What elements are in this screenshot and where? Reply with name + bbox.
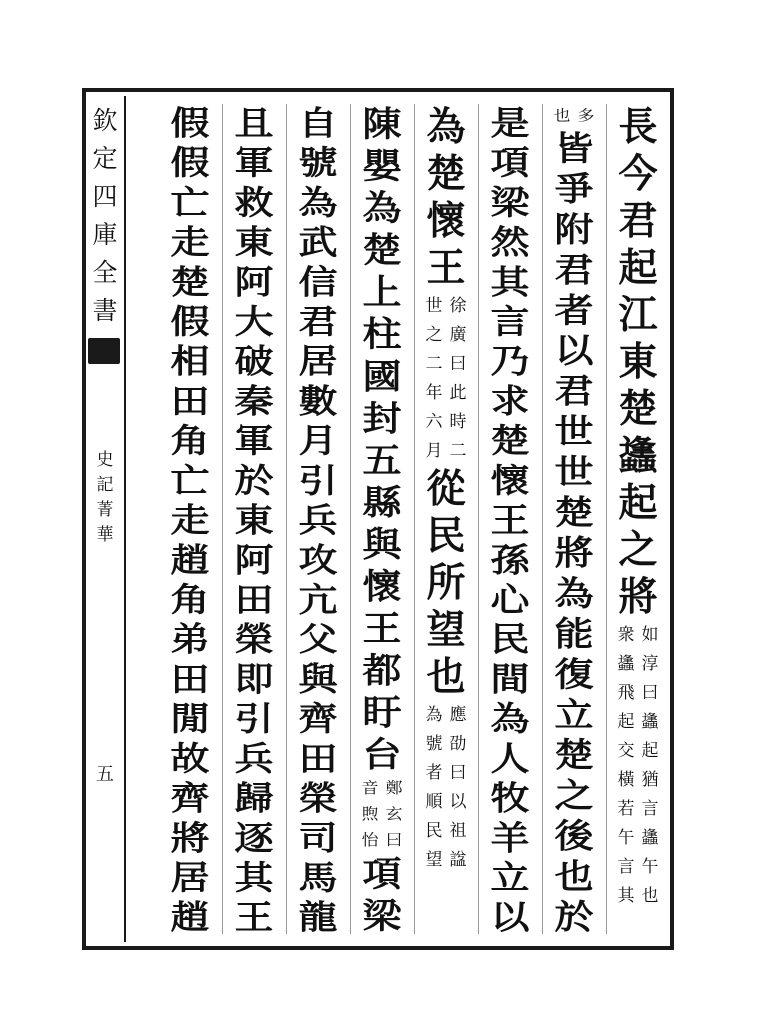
main-char: 牧 [490,779,530,819]
main-char: 民 [490,620,530,660]
main-char: 君 [554,371,594,412]
main-char: 縣 [362,482,402,524]
main-char: 世 [554,452,594,493]
main-char: 羊 [490,818,530,858]
annotation-char: 言 [617,857,635,877]
text-column [484,104,536,938]
main-char: 起 [618,480,658,526]
main-char: 楚 [554,493,594,533]
main-char: 父 [298,620,338,660]
main-char: 軍 [234,421,274,461]
main-char: 救 [234,183,274,223]
annotation [423,292,469,466]
main-char: 兵 [298,501,338,541]
main-char: 楚 [426,151,466,197]
annotation-char: 午 [617,828,635,848]
main-char: 田 [298,739,338,779]
annotation-char: 順 [425,792,443,812]
main-char: 齊 [170,779,210,819]
main-char: 今 [618,151,658,197]
annotation-char: 曰 [641,683,659,703]
main-char: 間 [490,660,530,699]
main-char: 東 [618,339,658,385]
column-rule [286,104,287,934]
section-title-char: 史 [96,450,114,470]
annotation-char: 音 [361,779,379,798]
main-char: 弟 [170,620,210,660]
annotation-char: 二 [425,354,443,374]
main-char: 阿 [234,540,274,580]
annotation-char: 曰 [449,354,467,374]
main-char: 蠭 [618,433,658,479]
main-char: 走 [170,501,210,541]
annotation-char: 祖 [449,821,467,841]
main-char: 司 [298,818,338,858]
main-char: 梁 [490,183,530,223]
annotation-char: 曰 [385,831,403,850]
main-char: 民 [426,513,466,559]
main-char: 言 [490,302,530,342]
annotation-char: 飛 [617,683,635,703]
annotation-char: 諡 [449,850,467,870]
main-char: 也 [426,654,466,700]
main-char: 楚 [170,262,210,302]
main-char: 江 [618,292,658,338]
main-char: 故 [170,739,210,779]
main-char: 人 [490,739,530,779]
main-char: 相 [170,342,210,382]
main-char: 所 [426,560,466,606]
annotation-char: 橫 [617,770,635,790]
main-char: 能 [554,614,594,654]
book-title-char: 全 [92,258,118,287]
main-char: 項 [362,853,402,896]
annotation-char: 者 [425,763,443,783]
main-char: 於 [554,897,594,938]
main-char: 亡 [170,461,210,501]
annotation-char: 蠭 [617,654,635,674]
annotation-char: 多 [577,107,595,125]
main-char: 孫 [490,540,530,580]
annotation-char: 二 [449,441,467,461]
main-char: 長 [618,104,658,150]
main-char: 之 [554,776,594,816]
section-title-char: 菁 [96,500,114,520]
annotation-char: 淳 [641,654,659,674]
annotation-char: 玄 [385,805,403,824]
main-char: 攻 [298,540,338,580]
main-char: 東 [234,501,274,541]
annotation-char: 以 [449,792,467,812]
main-char: 田 [170,660,210,699]
main-char: 後 [554,816,594,857]
main-char: 也 [554,857,594,897]
main-char: 王 [234,898,274,938]
book-title-char: 庫 [92,220,118,249]
fishtail-mark [88,338,120,364]
annotation-char: 廣 [449,325,467,345]
column-rule [350,104,351,934]
main-char: 懷 [362,566,402,608]
main-char: 與 [298,660,338,699]
annotation-line [359,776,381,854]
main-char: 是 [490,104,530,143]
annotation-line [575,104,597,129]
main-char: 數 [298,382,338,421]
main-char: 復 [554,654,594,695]
main-char: 然 [490,223,530,263]
main-char: 其 [490,262,530,302]
main-char: 將 [170,818,210,858]
main-char: 兵 [234,739,274,779]
main-char: 信 [298,262,338,302]
annotation-line [423,292,445,466]
main-char: 號 [298,143,338,183]
annotation-char: 蠭 [641,712,659,732]
annotation-line [639,621,661,911]
annotation-char: 蠭 [641,828,659,848]
main-char: 亢 [298,580,338,620]
text-column [228,104,280,938]
annotation-char: 時 [449,412,467,432]
annotation-char: 怡 [361,831,379,850]
main-char: 上 [362,272,402,314]
main-char: 破 [234,342,274,382]
annotation-char: 六 [425,412,443,432]
main-char: 五 [362,440,402,482]
main-char: 引 [298,461,338,501]
main-char: 秦 [234,382,274,421]
main-char: 武 [298,223,338,263]
main-char: 歸 [234,779,274,819]
annotation-line [551,104,573,129]
annotation-char: 午 [641,857,659,877]
annotation [615,621,661,911]
main-char: 為 [362,188,402,230]
annotation-char: 起 [617,712,635,732]
annotation-char: 煦 [361,805,379,824]
main-char: 楚 [554,735,594,776]
annotation-char: 鄭 [385,779,403,798]
annotation-line [423,701,445,875]
main-char: 君 [554,250,594,290]
main-char: 假 [170,143,210,183]
annotation [359,776,405,854]
main-char: 王 [490,501,530,541]
main-char: 將 [618,574,658,620]
annotation-char: 月 [425,441,443,461]
main-char: 大 [234,302,274,342]
book-title-char: 書 [92,296,118,325]
annotation-char: 劭 [449,734,467,754]
annotation-char: 曰 [449,763,467,783]
annotation-char: 若 [617,799,635,819]
main-char: 以 [490,898,530,938]
main-char: 馬 [298,858,338,898]
text-column [164,104,216,938]
main-char: 且 [234,104,274,143]
main-char: 都 [362,650,402,692]
main-char: 居 [170,858,210,898]
main-char: 即 [234,660,274,699]
annotation [551,104,597,129]
annotation-char: 世 [425,296,443,316]
main-char: 田 [170,382,210,421]
annotation-line [615,621,637,911]
main-char: 軍 [234,143,274,183]
main-char: 將 [554,533,594,574]
column-rule [606,104,607,934]
main-char: 齊 [298,699,338,739]
main-char: 走 [170,223,210,263]
annotation-char: 交 [617,741,635,761]
section-title-char: 華 [96,525,114,545]
main-char: 角 [170,421,210,461]
main-char: 阿 [234,262,274,302]
main-char: 立 [554,695,594,735]
annotation-char: 為 [425,705,443,725]
book-title-char: 四 [92,182,118,211]
book-title-char: 定 [92,144,118,173]
main-char: 從 [426,466,466,512]
annotation-char: 號 [425,734,443,754]
main-char: 亡 [170,183,210,223]
main-char: 榮 [234,620,274,660]
main-char: 附 [554,209,594,250]
main-char: 楚 [618,386,658,432]
text-column [420,104,472,875]
main-char: 王 [362,608,402,650]
main-char: 乃 [490,342,530,382]
annotation-char: 衆 [617,625,635,645]
main-char: 為 [490,699,530,739]
annotation-line [447,701,469,875]
annotation-char: 徐 [449,296,467,316]
column-rule [542,104,543,934]
annotation-char: 言 [641,799,659,819]
annotation-char: 也 [641,886,659,906]
main-char: 台 [362,734,402,776]
annotation-char: 也 [553,107,571,125]
main-char: 趙 [170,898,210,938]
main-char: 楚 [490,421,530,461]
annotation [423,701,469,875]
main-char: 者 [554,290,594,331]
main-char: 引 [234,699,274,739]
main-char: 君 [618,198,658,244]
annotation-char: 此 [449,383,467,403]
page-number: 五 [96,764,114,785]
main-char: 皆 [554,128,594,169]
column-rule [414,104,415,934]
main-char: 項 [490,143,530,183]
annotation-char: 其 [617,886,635,906]
main-char: 梁 [362,895,402,938]
main-char: 求 [490,382,530,421]
main-char: 以 [554,331,594,371]
main-char: 榮 [298,779,338,819]
book-title [86,102,124,330]
text-column [548,104,600,938]
column-rule [222,104,223,934]
main-char: 望 [426,607,466,653]
main-char: 陳 [362,104,402,146]
main-char: 國 [362,356,402,398]
main-char: 柱 [362,314,402,356]
annotation-char: 猶 [641,770,659,790]
annotation-char: 起 [641,741,659,761]
main-char: 與 [362,524,402,566]
annotation-char: 年 [425,383,443,403]
section-title-char: 記 [96,475,114,495]
main-char: 假 [170,104,210,143]
main-char: 逐 [234,818,274,858]
main-char: 趙 [170,540,210,580]
main-char: 立 [490,858,530,898]
main-char: 封 [362,398,402,440]
column-rule [478,104,479,934]
text-column [356,104,408,938]
main-char: 龍 [298,898,338,938]
main-char: 於 [234,461,274,501]
annotation-char: 望 [425,850,443,870]
main-char: 懷 [426,198,466,244]
main-char: 爭 [554,169,594,210]
main-char: 楚 [362,230,402,272]
annotation-char: 如 [641,625,659,645]
main-char: 月 [298,421,338,461]
annotation-line [383,776,405,854]
main-char: 心 [490,580,530,620]
main-char: 自 [298,104,338,143]
main-char: 閒 [170,699,210,739]
main-char: 懷 [490,461,530,501]
main-char: 為 [298,183,338,223]
main-char: 為 [426,104,466,150]
main-char: 君 [298,302,338,342]
annotation-char: 應 [449,705,467,725]
section-title [90,448,120,548]
main-char: 盱 [362,692,402,734]
main-char: 嬰 [362,146,402,188]
main-char: 居 [298,342,338,382]
annotation-line [447,292,469,466]
main-char: 其 [234,858,274,898]
text-column [292,104,344,938]
main-char: 東 [234,223,274,263]
main-char: 田 [234,580,274,620]
main-char: 為 [554,573,594,614]
main-char: 起 [618,245,658,291]
annotation-char: 之 [425,325,443,345]
annotation-char: 民 [425,821,443,841]
text-column [612,104,664,911]
main-char: 角 [170,580,210,620]
main-char: 之 [618,527,658,573]
main-char: 世 [554,412,594,452]
main-char: 王 [426,245,466,291]
main-char: 假 [170,302,210,342]
book-title-char: 欽 [92,106,118,135]
